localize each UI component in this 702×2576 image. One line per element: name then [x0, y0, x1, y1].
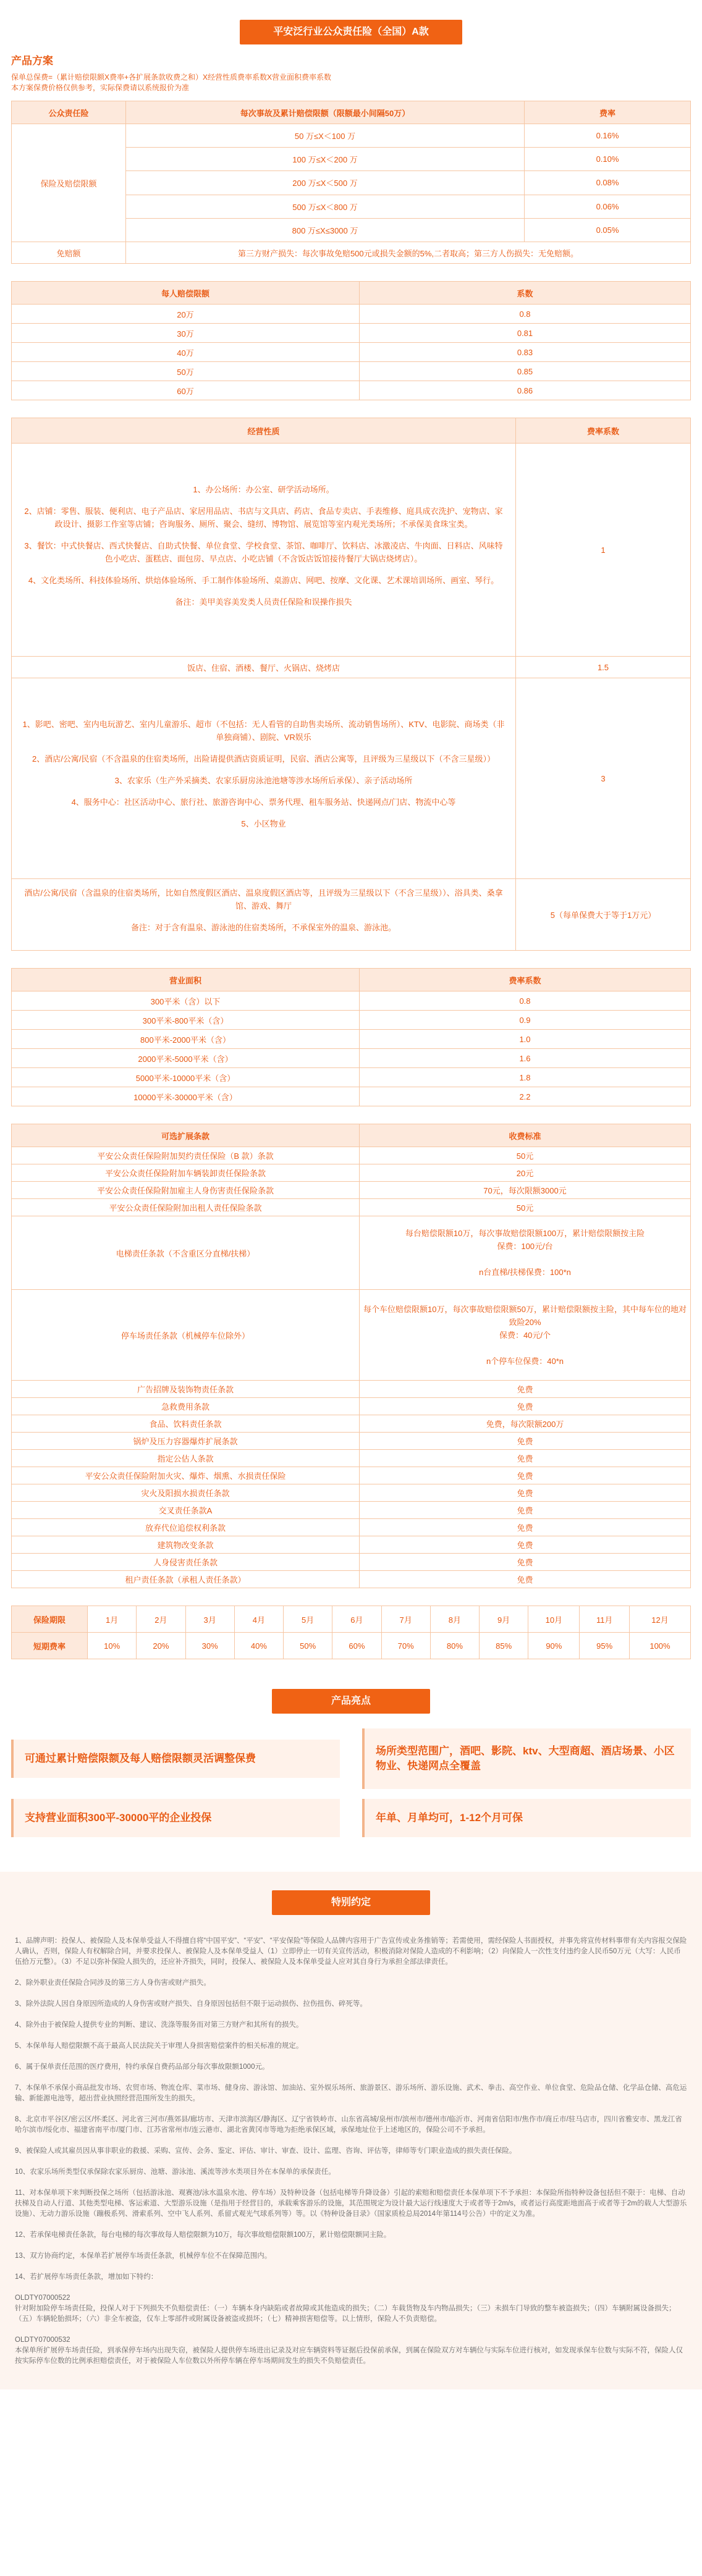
agreement-item: 5、本保单每人赔偿限额不高于最高人民法院关于审理人身损害赔偿案件的相关标准的规定。	[15, 2042, 303, 2050]
agreement-item: 4、除外由于被保险人提供专业的判断、建议、洗涤等服务而对第三方财产和其所有的损失。	[15, 2021, 303, 2029]
limit-cell: 20万	[12, 305, 360, 324]
table-row	[12, 1199, 691, 1216]
clause-fee: 20元	[360, 1164, 691, 1182]
business-area-table	[11, 968, 691, 1106]
table-row	[12, 1381, 691, 1398]
table-header: 系数	[360, 282, 691, 305]
special-agreement-section	[0, 1872, 702, 2389]
nature-item: 3、农家乐（生产外采摘类、农家乐厨房泳池池塘等涉水场所后承保）、亲子活动场所	[114, 776, 413, 785]
factor-cell: 0.9	[360, 1011, 691, 1030]
month-cell: 4月	[234, 1606, 283, 1633]
table-row	[12, 657, 691, 678]
clause-name: 锅炉及压力容器爆炸扩展条款	[12, 1433, 360, 1450]
clause-fee: 免费	[360, 1450, 691, 1467]
month-cell: 2月	[137, 1606, 185, 1633]
month-cell: 3月	[185, 1606, 234, 1633]
agreement-item: 1、品牌声明：投保人、被保险人及本保单受益人不得擅自将“中国平安”、“平安”、“平安保险”等保险人品牌内容用于广告宣传或业务推销等；若需使用，需经保险人书面授权，并事先将宣传材料事带有关内容报交保险人确认，否则，保险人有权解除合同，并要求投保人、被保险人及本保单受益人（1）立即停止一切有关宣传活动，积极消除对保险人造成的不利影响；（2）向保险人一次性支付违约金人民币50万元（大写：人民币伍拾万元整）。（3）不足以弥补保险人损失的，还应补齐损失，同时，投保人、被保险人及本保单受益人应对其自身行为承担全部法律责任。	[15, 1937, 687, 1966]
nature-item: 备注：对于含有温泉、游泳池的住宿类场所，不承保室外的温泉、游泳池。	[130, 923, 396, 932]
product-plan-notes	[11, 72, 691, 93]
table-row	[12, 343, 691, 362]
nature-item: 1、影吧、密吧、室内电玩游艺、室内儿童游乐、超市（不包括：无人看管的自助售卖场所、流动销售场所）、KTV、电影院、商场类（非单独商铺）、剧院、VR娱乐	[22, 720, 505, 742]
group-label: 保险及赔偿限额	[12, 124, 126, 242]
table-header: 费率系数	[360, 969, 691, 991]
agreement-item: OLDTY07000522 针对附加险停车场责任险，投保人对于下列损失不负赔偿责任：（一）车辆本身内缺陷或者故障或其他造成的损失；（二）车载货物及车内物品损失；（三）未损车门导致的整车被盗损失；（四）车辆附属设备损失；（五）车辆轮胎损坏；（六）非全车被盗，仅车上零部件或附属设备被盗或损坏；（七）精神损害赔偿等。以上情形，保险人不负责赔偿。	[15, 2294, 676, 2323]
highlight-card: 可通过累计赔偿限额及每人赔偿限额灵活调整保费	[11, 1740, 340, 1778]
clause-fee: 免费	[360, 1502, 691, 1519]
table-row	[12, 1216, 691, 1290]
clause-name: 平安公众责任保险附加出租人责任保险条款	[12, 1199, 360, 1216]
clause-name: 人身侵害责任条款	[12, 1554, 360, 1571]
agreement-item: 11、对本保单项下来判断投保之场所（包括游泳池、观赛池/泳水温泉水池、停车场）及特种设备（包括电梯等升降设备）引起的索赔和赔偿责任本保单项下不予承担：本保险所指特种设备包括但不限于：电梯、自动扶梯及自动人行道、其他类型电梯、客运索道、大型游乐设施（是指用于经营目的，承载乘客游乐的设施，其范围规定为设计最大运行线速度大于或者等于2m/s，或者运行高度距地面高于或者等于2m的载人大型游乐设施）、无动力游乐设施（蹦极系列、滑索系列、空中飞人系列、系留式观光气球系列等）等。以《特种设备目录》（国家质检总局2014年第114号公告）中的定义为准。	[15, 2189, 687, 2218]
clause-name: 平安公众责任保险附加火灾、爆炸、烟熏、水损责任保险	[12, 1467, 360, 1484]
limit-range: 50 万≤X＜100 万	[126, 124, 525, 148]
table-header: 营业面积	[12, 969, 360, 991]
agreement-item: 9、被保险人或其雇员因从事非职业的救援、采购、宣传、会务、鉴定、评估、审计、审查、设计、监理、咨询、评估等，律师等专门职业造成的损失责任保险。	[15, 2147, 517, 2155]
liability-table	[11, 101, 691, 264]
table-row	[12, 305, 691, 324]
factor-cell: 0.85	[360, 362, 691, 381]
extension-clauses-table	[11, 1124, 691, 1588]
clause-name: 指定公估人条款	[12, 1450, 360, 1467]
nature-item: 2、酒店/公寓/民宿（不含温泉的住宿类场所，出险请提供酒店资质证明，民宿、酒店公寓等，且评级为三星级以下（不含三星级））	[32, 754, 495, 764]
area-cell: 800平米-2000平米（含）	[12, 1030, 360, 1049]
agreement-item: 12、若承保电梯责任条款，每台电梯的每次事故每人赔偿限额为10万，每次事故赔偿限额100万，累计赔偿限额同主险。	[15, 2231, 391, 2239]
table-row	[12, 324, 691, 343]
nature-item: 1、办公场所：办公室、研学活动场所。	[193, 484, 334, 494]
factor-cell: 0.81	[360, 324, 691, 343]
month-cell: 9月	[480, 1606, 528, 1633]
period-label: 保险期限	[12, 1606, 88, 1633]
table-header: 可选扩展条款	[12, 1124, 360, 1147]
area-cell: 2000平米-5000平米（含）	[12, 1049, 360, 1068]
area-cell: 300平米（含）以下	[12, 991, 360, 1011]
rate-cell: 70%	[381, 1633, 430, 1659]
table-header: 每人赔偿限额	[12, 282, 360, 305]
clause-name: 电梯责任条款（不含重区分直梯/扶梯）	[12, 1216, 360, 1290]
nature-item: 酒店/公寓/民宿（含温泉的住宿类场所，比如自然度假区酒店、温泉度假区酒店等，且评级为三星级以下（不含三星级））、浴具类、桑拿馆、游戏、舞厅	[24, 888, 503, 911]
table-header: 费率	[525, 101, 691, 124]
table-header: 每次事故及累计赔偿限额（限额最小间隔50万）	[126, 101, 525, 124]
nature-factor: 3	[516, 678, 691, 879]
nature-item: 4、服务中心：社区活动中心、旅行社、旅游咨询中心、票务代理、租车服务站、快递网点/门店、物流中心等	[71, 798, 456, 807]
table-row	[12, 1519, 691, 1536]
clause-name: 停车场责任条款（机械停车位除外）	[12, 1290, 360, 1381]
product-plan-heading: 产品方案	[11, 55, 53, 67]
clause-fee: 免费	[360, 1554, 691, 1571]
table-row	[12, 1450, 691, 1467]
table-row	[12, 1467, 691, 1484]
rate-cell: 80%	[430, 1633, 479, 1659]
clause-fee: 每台赔偿限额10万，每次事故赔偿限额100万，累计赔偿限额按主险 保费：100元/台 n台直梯/扶梯保费：100*n	[360, 1216, 691, 1290]
table-row	[12, 1011, 691, 1030]
table-row	[12, 1415, 691, 1433]
factor-cell: 0.8	[360, 991, 691, 1011]
limit-cell: 60万	[12, 381, 360, 400]
highlight-card: 场所类型范围广，酒吧、影院、ktv、大型商超、酒店场景、小区物业、快递网点全覆盖	[362, 1728, 691, 1789]
clause-name: 平安公众责任保险附加雇主人身伤害责任保险条款	[12, 1182, 360, 1199]
factor-cell: 0.86	[360, 381, 691, 400]
limit-range: 500 万≤X＜800 万	[126, 195, 525, 218]
plan-note: 本方案保费价格仅供参考，实际保费请以系统报价为准	[11, 83, 190, 92]
clause-fee: 免费	[360, 1571, 691, 1588]
agreement-item: 6、属于保单责任范围的医疗费用，特约承保自费药品部分每次事故限额1000元。	[15, 2063, 269, 2071]
limit-cell: 40万	[12, 343, 360, 362]
table-row	[12, 124, 691, 148]
rate-cell: 95%	[580, 1633, 630, 1659]
table-header: 收费标准	[360, 1124, 691, 1147]
per-person-limit-table	[11, 281, 691, 400]
clause-name: 交叉责任条款A	[12, 1502, 360, 1519]
agreement-item: 14、若扩展停车场责任条款，增加如下特约：	[15, 2273, 158, 2281]
clause-fee: 免费	[360, 1519, 691, 1536]
business-nature-table	[11, 418, 691, 951]
clause-name: 急救费用条款	[12, 1398, 360, 1415]
nature-factor: 5（每单保费大于等于1万元）	[516, 879, 691, 951]
month-cell: 6月	[332, 1606, 381, 1633]
factor-cell: 1.6	[360, 1049, 691, 1068]
table-row	[12, 1290, 691, 1381]
rate-cell: 10%	[88, 1633, 137, 1659]
clause-fee: 免费	[360, 1467, 691, 1484]
factor-cell: 2.2	[360, 1087, 691, 1106]
rate-cell: 50%	[284, 1633, 332, 1659]
month-cell: 11月	[580, 1606, 630, 1633]
table-row	[12, 242, 691, 264]
rate-cell: 0.06%	[525, 195, 691, 218]
clause-fee: 免费	[360, 1433, 691, 1450]
table-row	[12, 1147, 691, 1164]
month-cell: 8月	[430, 1606, 479, 1633]
area-cell: 5000平米-10000平米（含）	[12, 1068, 360, 1087]
clause-fee: 免费	[360, 1381, 691, 1398]
clause-fee: 每个车位赔偿限额10万，每次事故赔偿限额50万，累计赔偿限额按主险，其中每车位的地对致险20% 保费：40元/个 n个停车位保费：40*n	[360, 1290, 691, 1381]
table-row	[12, 1536, 691, 1554]
nature-group-2: 饭店、住宿、酒楼、餐厅、火锅店、烧烤店	[12, 657, 516, 678]
limit-cell: 30万	[12, 324, 360, 343]
table-header: 经营性质	[12, 418, 516, 444]
factor-cell: 1.0	[360, 1030, 691, 1049]
nature-group-3	[12, 678, 516, 879]
table-row	[12, 1087, 691, 1106]
rate-cell: 100%	[629, 1633, 690, 1659]
rate-cell: 0.05%	[525, 218, 691, 242]
nature-item: 备注：美甲美容美发类人员责任保险和误操作损失	[175, 597, 352, 607]
agreement-item: 8、北京市平谷区/密云区/怀柔区、河北省三河市/燕郊县/廊坊市、天津市滨海区/静海区、辽宁省铁岭市、山东省高城/泉州市/滨州市/德州市/临沂市、河南省信阳市/焦作市/商丘市/驻马店市，四川省雅安市、黑龙江省哈尔滨市/绥化市、福建省南平市/厦门市、江苏省常州市/连云港市、湖北省黄冈市等地为拒绝承保区域，承保地址位于上述地区的，保险公司不予承担。	[15, 2116, 682, 2134]
clause-fee: 70元，每次限额3000元	[360, 1182, 691, 1199]
highlight-card: 支持营业面积300平-30000平的企业投保	[11, 1799, 340, 1837]
factor-cell: 0.83	[360, 343, 691, 362]
table-header: 费率系数	[516, 418, 691, 444]
rate-cell: 30%	[185, 1633, 234, 1659]
agreement-item: 3、除外法院人因自身原因所造成的人身伤害或财产损失、自身原因包括但不限于运动损伤、拉伤扭伤、碎死等。	[15, 2000, 367, 2008]
clause-fee: 免费，每次限额200万	[360, 1415, 691, 1433]
nature-item: 4、文化类场所、科技体验场所、烘焙体验场所、手工制作体验场所、桌游店、网吧、按摩、文化课、艺术课培训场所、画室、琴行。	[28, 575, 499, 585]
table-row	[12, 1068, 691, 1087]
agreement-item: 13、双方协商约定，本保单若扩展停车场责任条款，机械停车位不在保障范围内。	[15, 2252, 272, 2260]
limit-range: 100 万≤X＜200 万	[126, 148, 525, 171]
nature-factor: 1	[516, 444, 691, 657]
clause-fee: 免费	[360, 1398, 691, 1415]
table-row	[12, 1502, 691, 1519]
table-row	[12, 678, 691, 879]
rate-cell: 0.08%	[525, 171, 691, 195]
clause-name: 食品、饮料责任条款	[12, 1415, 360, 1433]
nature-item: 5、小区物业	[241, 819, 286, 828]
area-cell: 300平米-800平米（含）	[12, 1011, 360, 1030]
nature-item: 2、店铺：零售、服装、便利店、电子产品店、家居用品店、书店与文具店、药店、食品专卖店、手表维修、庭具成衣洗护、宠物店、家政设计、摄影工作室等店铺；咨询服务、厕所、聚会、缝纫、博物馆、展览馆等室内观光类场所；不承保美食珠宝类。	[24, 506, 503, 529]
agreement-item: 2、除外职业责任保险合同涉及的第三方人身伤害或财产损失。	[15, 1979, 211, 1987]
limit-cell: 50万	[12, 362, 360, 381]
area-cell: 10000平米-30000平米（含）	[12, 1087, 360, 1106]
agreement-item: 10、农家乐场所类型仅承保除农家乐厨房、池塘、游泳池、溪流等涉水类项目外在本保单的承保责任。	[15, 2168, 336, 2176]
short-term-rate-table	[11, 1606, 691, 1659]
plan-note: 保单总保费=（累计赔偿限额X费率+各扩展条款收费之和）X经营性质费率系数X营业面积费率系数	[11, 73, 332, 82]
deductible-label: 免赔额	[12, 242, 126, 264]
table-row	[12, 1571, 691, 1588]
table-row	[12, 362, 691, 381]
table-row	[12, 1398, 691, 1415]
table-header: 公众责任险	[12, 101, 126, 124]
rate-cell: 90%	[528, 1633, 580, 1659]
clause-fee: 50元	[360, 1147, 691, 1164]
month-cell: 7月	[381, 1606, 430, 1633]
highlights-grid	[11, 1728, 691, 1847]
special-agreement-banner: 特别约定	[272, 1890, 430, 1915]
nature-group-1	[12, 444, 516, 657]
table-row	[12, 991, 691, 1011]
month-cell: 10月	[528, 1606, 580, 1633]
table-row	[12, 381, 691, 400]
clause-name: 广告招牌及装饰物责任条款	[12, 1381, 360, 1398]
rate-cell: 0.10%	[525, 148, 691, 171]
rate-cell: 40%	[234, 1633, 283, 1659]
clause-name: 平安公众责任保险附加车辆装卸责任保险条款	[12, 1164, 360, 1182]
agreement-list	[15, 1936, 687, 2367]
month-cell: 12月	[629, 1606, 690, 1633]
nature-factor: 1.5	[516, 657, 691, 678]
table-row	[12, 1633, 691, 1659]
rate-cell: 60%	[332, 1633, 381, 1659]
clause-name: 建筑物改变条款	[12, 1536, 360, 1554]
table-row	[12, 1049, 691, 1068]
nature-item: 3、餐饮：中式快餐店、西式快餐店、自助式快餐、单位食堂、学校食堂、茶馆、咖啡厅、饮料店、冰激凌店、牛肉面、日料店、风味特色小吃店、蛋糕店、面包房、早点店、小吃店铺（不含饭店饭馆接待餐厅大锅店烧烤店）。	[24, 541, 503, 563]
table-row	[12, 1606, 691, 1633]
table-row	[12, 1433, 691, 1450]
deductible-value: 第三方财产损失：每次事故免赔500元或损失金额的5%,二者取高；第三方人伤损失：无免赔额。	[126, 242, 691, 264]
highlight-card: 年单、月单均可，1-12个月可保	[362, 1799, 691, 1837]
clause-fee: 免费	[360, 1536, 691, 1554]
limit-range: 800 万≤X≤3000 万	[126, 218, 525, 242]
month-cell: 5月	[284, 1606, 332, 1633]
product-title-banner: 平安泛行业公众责任险（全国）A款	[240, 20, 462, 44]
agreement-item: OLDTY07000532 本保单所扩展停车场责任险，到承保停车场内出现失窃，被保险人提供停车场进出记录及对应车辆资料等证据后投保前承保，到属在保险双方对车辆位与实际车位进行核对，如发现承保车位数与实际不符，保险人仅按实际停车位数的比例承担赔偿责任，对于被保险人车位数以外所停车辆在停车场期间发生的损失不负赔偿责任。	[15, 2336, 683, 2365]
clause-fee: 免费	[360, 1484, 691, 1502]
month-cell: 1月	[88, 1606, 137, 1633]
table-row	[12, 444, 691, 657]
rate-cell: 0.16%	[525, 124, 691, 148]
table-row	[12, 1182, 691, 1199]
clause-name: 放弃代位追偿权利条款	[12, 1519, 360, 1536]
clause-name: 平安公众责任保险附加契约责任保险（B 款）条款	[12, 1147, 360, 1164]
table-row	[12, 879, 691, 951]
nature-group-4	[12, 879, 516, 951]
rate-cell: 85%	[480, 1633, 528, 1659]
clause-fee: 50元	[360, 1199, 691, 1216]
table-row	[12, 1554, 691, 1571]
limit-range: 200 万≤X＜500 万	[126, 171, 525, 195]
table-row	[12, 1484, 691, 1502]
rate-cell: 20%	[137, 1633, 185, 1659]
highlights-banner: 产品亮点	[272, 1689, 430, 1714]
table-row	[12, 1030, 691, 1049]
agreement-item: 7、本保单不承保小商品批发市场、农贸市场、物流仓库、菜市场、健身房、游泳馆、加油站、室外娱乐场所、旅游景区、游乐场所、游乐设施、武术、拳击、高空作业、单位食堂、危险品仓储、化学品仓储、高危运输、新能源电池等，超出营业执照经营范围所发生的损失。	[15, 2084, 687, 2102]
clause-name: 租户责任条款（承租人责任条款）	[12, 1571, 360, 1588]
table-row	[12, 1164, 691, 1182]
factor-cell: 0.8	[360, 305, 691, 324]
factor-cell: 1.8	[360, 1068, 691, 1087]
clause-name: 灾火及阳损水损责任条款	[12, 1484, 360, 1502]
rate-label: 短期费率	[12, 1633, 88, 1659]
